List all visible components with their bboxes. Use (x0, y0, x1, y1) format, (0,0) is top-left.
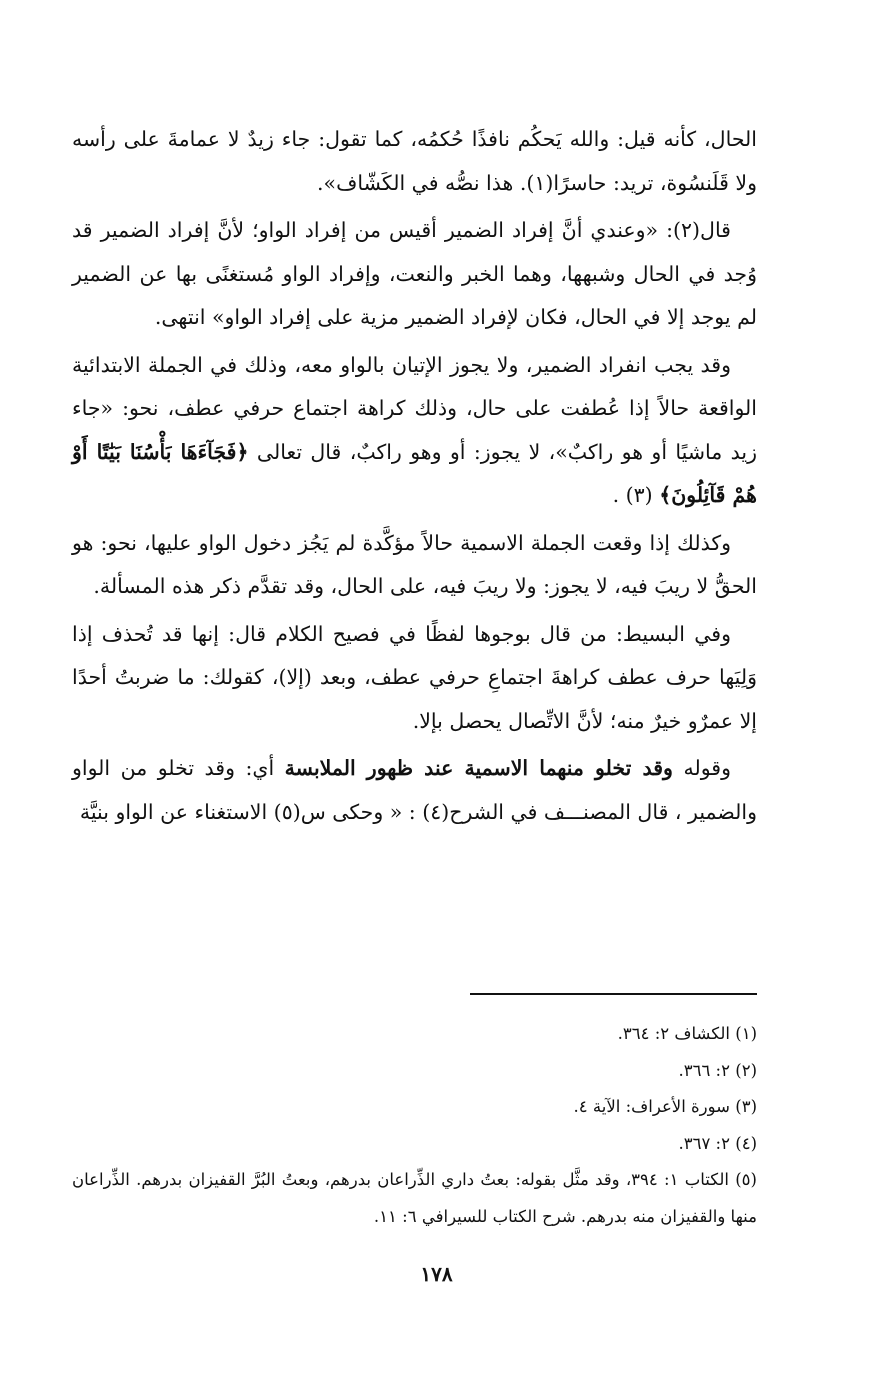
footnote-1: (١) الكشاف ٢: ٣٦٤. (617, 1024, 757, 1043)
paragraph-1: الحال، كأنه قيل: والله يَحكُم نافذًا حُكمُه، كما تقول: جاء زيدٌ لا عمامةَ على رأسه ولا قَلَنسُوة، تريد: حاسرًا(١). هذا نصُّه في الكَشّاف». (72, 127, 757, 195)
footnote-separator (470, 993, 757, 995)
page-number: ١٧٨ (420, 1262, 453, 1286)
footnotes (72, 1016, 757, 1235)
main-text (72, 118, 757, 838)
footnote-5: (٥) الكتاب ١: ٣٩٤، وقد مثَّل بقوله: بعتُ داري الذِّراعان بدرهم، وبعتُ البُرَّ القفيزان بدرهم. الذِّراعان منها والقفيزان منه بدرهم. شرح الكتاب للسيرافي ٦: ١١. (72, 1170, 757, 1226)
paragraph-6-rest: أي: وقد تخلو من الواو والضمير ، قال المصنـــف في الشرح(٤) : « وحكى س(٥) الاستغناء عن الواو بنيَّة (72, 756, 757, 824)
paragraph-3-text: وقد يجب انفراد الضمير، ولا يجوز الإتيان بالواو معه، وذلك في الجملة الابتدائية الواقعة حالاً إذا عُطفت على حال، وذلك كراهة اجتماع حرفي عطف، نحو: «جاء زيد ماشيًا أو هو راكبٌ»، لا يجوز: أو وهو راكبٌ، قال تعالى (72, 352, 757, 464)
paragraph-6 (72, 747, 757, 834)
quran-verse: ﴿فَجَآءَهَا بَأْسُنَا بَيَٰتًا أَوْ هُمْ قَآئِلُونَ﴾ (72, 439, 757, 507)
paragraph-5: وفي البسيط: من قال بوجوها لفظًا في فصيح الكلام قال: إنها قد تُحذف إذا وَلِيَها حرف عطف كراهةَ اجتماعِ حرفي عطف، وبعد (إلا)، كقولك: ما ضربتُ أحدًا إلا عمرٌو خيرٌ منه؛ لأنَّ الاتِّصال يحصل بإلا. (72, 621, 757, 733)
paragraph-6-lead: وقوله (683, 756, 731, 780)
paragraph-2: قال(٢): «وعندي أنَّ إفراد الضمير أقيس من إفراد الواو؛ لأنَّ إفراد الضمير قد وُجد في الحال وشبهها، وهما الخبر والنعت، وإفراد الواو مُستغنًى بها عن الضمير لم يوجد إلا في الحال، فكان لإفراد الضمير مزية على إفراد الواو» انتهى. (72, 218, 757, 329)
paragraph-3 (72, 344, 757, 518)
paragraph-4: وكذلك إذا وقعت الجملة الاسمية حالاً مؤكَّدة لم يَجُز دخول الواو عليها، نحو: هو الحقُّ لا ريبَ فيه، لا يجوز: ولا ريبَ فيه، على الحال، وقد تقدَّم ذكر هذه المسألة. (72, 530, 757, 598)
quran-footnote-ref: (٣) . (612, 483, 653, 507)
paragraph-6-quoted-phrase: وقد تخلو منهما الاسمية عند ظهور الملابسة (284, 756, 673, 780)
footnote-4: (٤) ٢: ٣٦٧. (678, 1133, 757, 1153)
footnote-2: (٢) ٢: ٣٦٦. (678, 1060, 757, 1080)
footnote-3: (٣) سورة الأعراف: الآية ٤. (573, 1097, 757, 1116)
